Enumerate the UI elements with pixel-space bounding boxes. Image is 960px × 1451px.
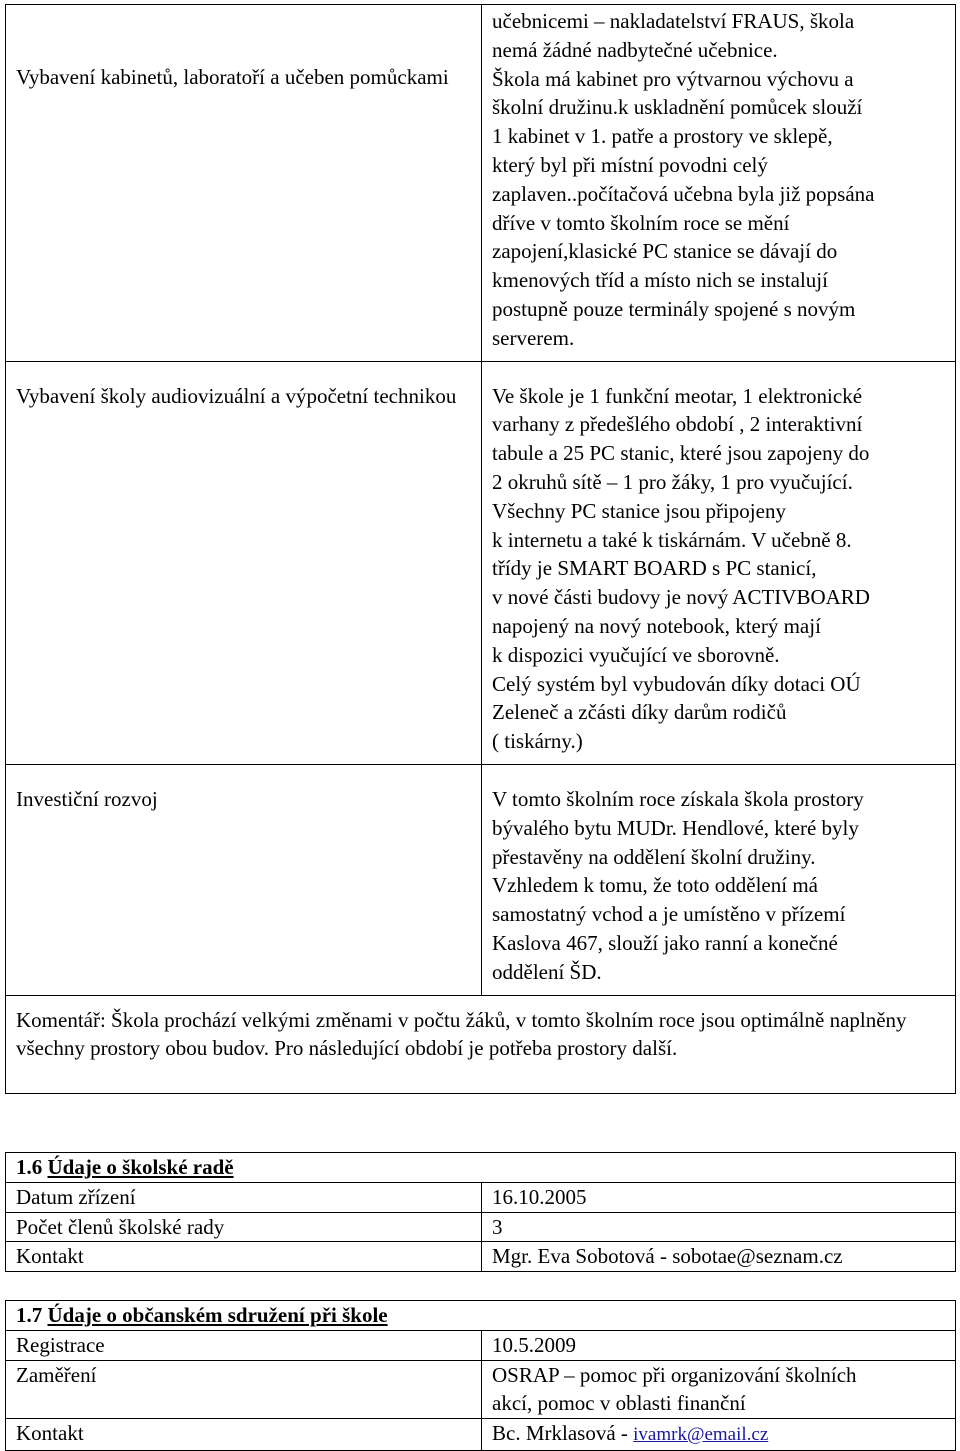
row-key: Kontakt xyxy=(6,1242,482,1272)
row-key: Kontakt xyxy=(6,1419,482,1451)
row-text: V tomto školním roce získala škola prostory bývalého bytu MUDr. Hendlové, které byly přestavěny na oddělení školní družiny. Vzhledem k tomu, že toto oddělení má samostatný vchod a je umístěno v přízemí Kaslova 467, slouží jako ranní a konečné oddělení ŠD. xyxy=(482,764,956,995)
table-row xyxy=(6,1242,956,1272)
civic-association-section xyxy=(5,1300,956,1451)
school-board-section xyxy=(5,1152,956,1272)
row-key: Registrace xyxy=(6,1330,482,1360)
school-board-table xyxy=(5,1152,956,1272)
section-number: 1.6 xyxy=(16,1155,43,1179)
comment-cell: Komentář: Škola prochází velkými změnami v počtu žáků, v tomto školním roce jsou optimálně naplněny všechny prostory obou budov. Pro následující období je potřeba prostory další. xyxy=(6,995,956,1094)
row-text: učebnicemi – nakladatelství FRAUS, škola nemá žádné nadbytečné učebnice. Škola má kabinet pro výtvarnou výchovu a školní družinu.k uskladnění pomůcek slouží 1 kabinet v 1. patře a prostory ve sklepě, který byl při místní povodni celý zaplaven..počítačová učebna byla již popsána dříve v tomto školním roce se mění zapojení,klasické PC stanice se dávají do kmenových tříd a místo nich se instalují postupně pouze terminály spojené s novým serverem. xyxy=(482,5,956,362)
row-key: Zaměření xyxy=(6,1360,482,1419)
equipment-section xyxy=(5,4,956,1094)
section-number: 1.7 xyxy=(16,1303,43,1327)
row-value: OSRAP – pomoc při organizování školních akcí, pomoc v oblasti finanční xyxy=(482,1360,956,1419)
table-row xyxy=(6,5,956,362)
row-value xyxy=(482,1419,956,1451)
row-label: Investiční rozvoj xyxy=(6,764,482,995)
table-row xyxy=(6,1182,956,1212)
row-label xyxy=(6,5,482,362)
table-row xyxy=(6,1301,956,1331)
section-heading xyxy=(6,1301,956,1331)
row-text: Ve škole je 1 funkční meotar, 1 elektronické varhany z předešlého období , 2 interaktivní tabule a 25 PC stanic, které jsou zapojeny do 2 okruhů sítě – 1 pro žáky, 1 pro vyučující. Všechny PC stanice jsou připojeny k internetu a také k tiskárnám. V učebně 8. třídy je SMART BOARD s PC stanicí, v nové části budovy je nový ACTIVBOARD napojený na nový notebook, který mají k dispozici vyučující ve sborovně. Celý systém byl vybudován díky dotaci OÚ Zeleneč a zčásti díky darům rodičů ( tiskárny.) xyxy=(482,361,956,764)
row-value: 16.10.2005 xyxy=(482,1182,956,1212)
contact-name: Bc. Mrklasová - xyxy=(492,1421,634,1446)
row-value: Mgr. Eva Sobotová - sobotae@seznam.cz xyxy=(482,1242,956,1272)
table-row xyxy=(6,1153,956,1183)
section-heading xyxy=(6,1153,956,1183)
row-label: Vybavení školy audiovizuální a výpočetní technikou xyxy=(6,361,482,764)
table-row xyxy=(6,1330,956,1360)
row-value: 3 xyxy=(482,1212,956,1242)
table-row xyxy=(6,1212,956,1242)
contact-wrap xyxy=(492,1421,768,1445)
row-key: Počet členů školské rady xyxy=(6,1212,482,1242)
equipment-table xyxy=(5,4,956,1094)
table-row xyxy=(6,361,956,764)
table-row xyxy=(6,1360,956,1419)
row-value: 10.5.2009 xyxy=(482,1330,956,1360)
table-row xyxy=(6,995,956,1094)
section-title: Údaje o školské radě xyxy=(47,1155,234,1179)
table-row xyxy=(6,764,956,995)
row-key: Datum zřízení xyxy=(6,1182,482,1212)
row-label-text: Vybavení kabinetů, laboratoří a učeben pomůckami xyxy=(16,65,449,89)
email-link[interactable]: ivamrk@email.cz xyxy=(633,1424,769,1446)
civic-association-table xyxy=(5,1300,956,1451)
table-row xyxy=(6,1419,956,1451)
section-title: Údaje o občanském sdružení při škole xyxy=(47,1303,388,1327)
